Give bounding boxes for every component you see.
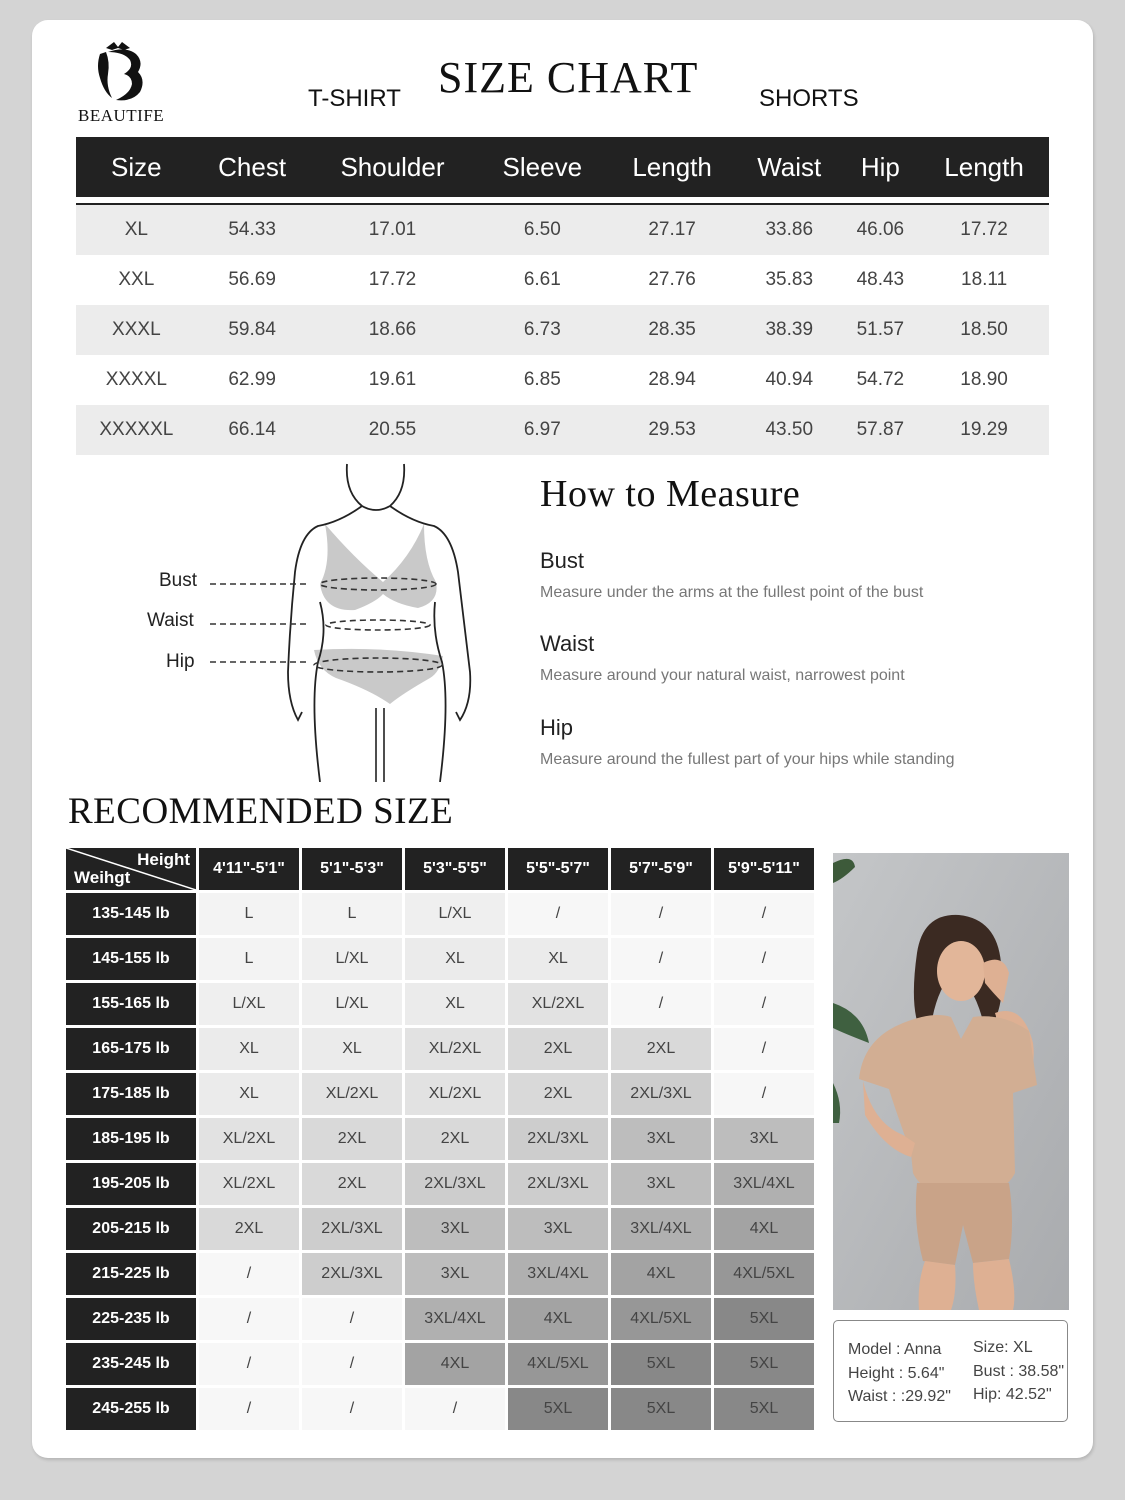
column-header-tshirt-length: Length: [632, 151, 712, 182]
measurement-cell: 54.72: [856, 369, 905, 390]
column-header-waist: Waist: [757, 151, 822, 182]
recommended-size-cell: 3XL: [405, 1208, 505, 1250]
table-row: [66, 1343, 814, 1385]
recommended-size-cell: /: [199, 1343, 299, 1385]
recommended-size-cell: /: [199, 1298, 299, 1340]
measurement-cell: 17.72: [368, 269, 417, 290]
header-divider: [76, 197, 1049, 204]
measurement-cell: 18.66: [308, 305, 478, 355]
size-chart-table: [76, 137, 1049, 455]
corner-height-label: Height: [137, 850, 190, 869]
recommended-size-cell: /: [199, 1388, 299, 1430]
measurement-cell: 18.11: [961, 269, 1008, 290]
height-column-header: 5'7"-5'9": [611, 848, 711, 890]
recommended-size-cell: 4XL: [405, 1343, 505, 1385]
recommended-size-cell: 5XL: [611, 1343, 711, 1385]
measurement-cell: 56.69: [228, 269, 276, 290]
recommended-size-cell: XL/2XL: [199, 1118, 299, 1160]
recommended-size-cell: 5XL: [714, 1298, 814, 1340]
measure-item-waist: [540, 631, 905, 685]
recommended-size-title: RECOMMENDED SIZE: [68, 791, 454, 832]
measurement-cell: 46.06: [842, 204, 920, 255]
recommended-size-cell: /: [611, 938, 711, 980]
recommended-size-cell: /: [508, 893, 608, 935]
model-waist: Waist : :29.92": [848, 1388, 951, 1405]
corner-weight-label: Weihgt: [74, 868, 131, 887]
height-column-header: 4'11"-5'1": [199, 848, 299, 890]
recommended-size-cell: L/XL: [199, 983, 299, 1025]
weight-row-header: 215-225 lb: [66, 1253, 196, 1295]
section-label-shorts: SHORTS: [759, 85, 859, 112]
table-row: [66, 1388, 814, 1430]
recommended-size-cell: L: [199, 938, 299, 980]
model-info-box: [833, 1320, 1068, 1422]
model-name: Model : Anna: [848, 1341, 942, 1358]
table-row: [66, 1118, 814, 1160]
measurement-cell: 51.57: [842, 305, 920, 355]
measurement-cell: 6.50: [477, 204, 607, 255]
column-header-shorts-length: Length: [944, 151, 1024, 182]
recommended-size-cell: /: [714, 1028, 814, 1070]
recommended-size-cell: XL/2XL: [405, 1073, 505, 1115]
recommended-size-cell: 3XL: [405, 1253, 505, 1295]
measurement-cell: 28.35: [607, 305, 737, 355]
recommended-size-cell: 2XL: [302, 1163, 402, 1205]
weight-row-header: 235-245 lb: [66, 1343, 196, 1385]
measure-item-hip: [540, 715, 954, 769]
height-column-header: 5'5"-5'7": [508, 848, 608, 890]
recommended-size-cell: /: [714, 893, 814, 935]
size-label-cell: XL: [76, 204, 197, 255]
section-label-tshirt: T-SHIRT: [308, 85, 401, 112]
figure-label-waist: Waist: [147, 610, 194, 631]
measurement-cell: 66.14: [197, 405, 308, 455]
measurement-cell: 35.83: [765, 269, 814, 290]
page-title: SIZE CHART: [438, 53, 699, 102]
recommended-size-cell: 3XL/4XL: [405, 1298, 505, 1340]
table-row: [66, 1073, 814, 1115]
recommended-size-cell: XL: [199, 1073, 299, 1115]
weight-row-header: 185-195 lb: [66, 1118, 196, 1160]
measurement-cell: 17.01: [308, 204, 478, 255]
brand-logo: [78, 38, 165, 126]
measurement-cell: 19.61: [368, 369, 417, 390]
recommended-size-cell: 5XL: [611, 1388, 711, 1430]
recommended-size-grid: [63, 845, 817, 1433]
recommended-size-cell: 4XL/5XL: [508, 1343, 608, 1385]
recommended-size-cell: L/XL: [302, 983, 402, 1025]
recommended-size-cell: XL/2XL: [405, 1028, 505, 1070]
column-header-size: Size: [111, 151, 162, 182]
model-photo-image: [833, 853, 1069, 1310]
recommended-size-cell: L: [199, 893, 299, 935]
recommended-size-cell: 2XL/3XL: [302, 1253, 402, 1295]
recommended-size-cell: XL: [405, 938, 505, 980]
weight-row-header: 245-255 lb: [66, 1388, 196, 1430]
measurement-cell: 18.90: [960, 369, 1008, 390]
measurement-cell: 48.43: [856, 269, 905, 290]
recommended-size-cell: /: [714, 1073, 814, 1115]
recommended-size-cell: /: [714, 983, 814, 1025]
recommended-size-cell: 4XL/5XL: [714, 1253, 814, 1295]
recommended-size-cell: 5XL: [714, 1343, 814, 1385]
table-row: [66, 1028, 814, 1070]
recommended-size-cell: XL: [508, 938, 608, 980]
measurement-cell: 6.73: [477, 305, 607, 355]
recommended-grid-header: [66, 848, 814, 890]
size-label-cell: XXXXXL: [76, 405, 197, 455]
size-label-cell: XXXXL: [105, 369, 167, 390]
table-row: [66, 1163, 814, 1205]
model-photo: [833, 853, 1069, 1310]
recommended-size-cell: /: [611, 893, 711, 935]
recommended-size-cell: 2XL: [508, 1028, 608, 1070]
recommended-size-cell: 4XL: [714, 1208, 814, 1250]
recommended-size-cell: XL: [199, 1028, 299, 1070]
figure-label-hip: Hip: [166, 651, 195, 672]
height-column-header: 5'1"-5'3": [302, 848, 402, 890]
recommended-size-cell: 2XL: [199, 1208, 299, 1250]
grid-corner-cell: [66, 848, 196, 890]
measure-item-desc: Measure around your natural waist, narrowest point: [540, 667, 905, 684]
table-row: [76, 355, 1049, 405]
column-header-shoulder: Shoulder: [340, 151, 445, 182]
measurement-cell: 18.50: [919, 305, 1049, 355]
column-header-sleeve: Sleeve: [502, 151, 583, 182]
recommended-size-cell: 3XL: [611, 1118, 711, 1160]
recommended-size-cell: /: [714, 938, 814, 980]
recommended-size-cell: L/XL: [405, 893, 505, 935]
recommended-size-cell: XL/2XL: [302, 1073, 402, 1115]
measurement-cell: 19.29: [919, 405, 1049, 455]
model-size: Size: XL: [973, 1339, 1033, 1356]
height-column-header: 5'9"-5'11": [714, 848, 814, 890]
figure-label-bust: Bust: [159, 570, 198, 591]
measurement-cell: 38.39: [737, 305, 842, 355]
recommended-size-cell: 2XL: [405, 1118, 505, 1160]
table-row: [66, 1253, 814, 1295]
measurement-cell: 59.84: [197, 305, 308, 355]
size-label-cell: XXL: [118, 269, 155, 290]
model-bust: Bust : 38.58": [973, 1363, 1065, 1380]
size-label-cell: XXXL: [76, 305, 197, 355]
measurement-cell: 27.17: [607, 204, 737, 255]
weight-row-header: 225-235 lb: [66, 1298, 196, 1340]
recommended-size-cell: 3XL/4XL: [508, 1253, 608, 1295]
recommended-size-cell: /: [302, 1298, 402, 1340]
recommended-size-cell: /: [611, 983, 711, 1025]
recommended-size-cell: 4XL: [508, 1298, 608, 1340]
recommended-size-cell: 2XL/3XL: [508, 1163, 608, 1205]
column-header-hip: Hip: [860, 151, 900, 182]
measurement-cell: 28.94: [648, 369, 696, 390]
recommended-size-cell: 4XL/5XL: [611, 1298, 711, 1340]
recommended-size-cell: 2XL/3XL: [611, 1073, 711, 1115]
recommended-size-cell: /: [302, 1388, 402, 1430]
column-header-chest: Chest: [218, 151, 287, 182]
table-row: [76, 405, 1049, 455]
table-row: [76, 204, 1049, 255]
measure-item-bust: [540, 548, 923, 602]
recommended-size-cell: 2XL: [508, 1073, 608, 1115]
model-height: Height : 5.64": [848, 1365, 945, 1382]
table-row: [76, 305, 1049, 355]
recommended-size-cell: 2XL/3XL: [405, 1163, 505, 1205]
measurement-cell: 6.61: [523, 269, 561, 290]
measure-item-name: Bust: [540, 548, 585, 573]
recommended-size-cell: XL: [302, 1028, 402, 1070]
measurement-cell: 40.94: [765, 369, 814, 390]
recommended-size-cell: 3XL: [714, 1118, 814, 1160]
recommended-size-cell: L/XL: [302, 938, 402, 980]
measurement-cell: 20.55: [308, 405, 478, 455]
measurement-cell: 54.33: [197, 204, 308, 255]
measurement-cell: 17.72: [919, 204, 1049, 255]
recommended-size-cell: 2XL: [302, 1118, 402, 1160]
measurement-cell: 33.86: [737, 204, 842, 255]
recommended-size-cell: 5XL: [508, 1388, 608, 1430]
measurement-cell: 57.87: [842, 405, 920, 455]
measure-item-name: Hip: [540, 715, 574, 740]
recommended-size-cell: XL/2XL: [508, 983, 608, 1025]
measurement-cell: 27.76: [648, 269, 696, 290]
recommended-size-cell: 3XL: [508, 1208, 608, 1250]
recommended-size-cell: /: [405, 1388, 505, 1430]
bow-b-monogram-icon: [86, 38, 150, 104]
recommended-size-cell: 3XL/4XL: [714, 1163, 814, 1205]
recommended-size-cell: 2XL: [611, 1028, 711, 1070]
weight-row-header: 155-165 lb: [66, 983, 196, 1025]
brand-name: BEAUTIFE: [78, 106, 165, 125]
recommended-size-cell: XL: [405, 983, 505, 1025]
height-column-header: 5'3"-5'5": [405, 848, 505, 890]
recommended-size-cell: L: [302, 893, 402, 935]
weight-row-header: 165-175 lb: [66, 1028, 196, 1070]
recommended-size-cell: 3XL: [611, 1163, 711, 1205]
body-measurement-figure: [140, 462, 490, 782]
table-row: [66, 938, 814, 980]
recommended-size-cell: 4XL: [611, 1253, 711, 1295]
recommended-size-cell: XL/2XL: [199, 1163, 299, 1205]
recommended-size-cell: /: [199, 1253, 299, 1295]
measure-item-name: Waist: [540, 631, 595, 656]
recommended-size-cell: 2XL/3XL: [302, 1208, 402, 1250]
size-table-header: [76, 137, 1049, 197]
model-hip: Hip: 42.52": [973, 1386, 1052, 1403]
table-row: [66, 1298, 814, 1340]
weight-row-header: 145-155 lb: [66, 938, 196, 980]
recommended-size-cell: 5XL: [714, 1388, 814, 1430]
table-row: [66, 893, 814, 935]
weight-row-header: 175-185 lb: [66, 1073, 196, 1115]
recommended-size-cell: 2XL/3XL: [508, 1118, 608, 1160]
measurement-cell: 62.99: [228, 369, 276, 390]
measure-item-desc: Measure under the arms at the fullest point of the bust: [540, 584, 924, 601]
recommended-size-cell: 3XL/4XL: [611, 1208, 711, 1250]
weight-row-header: 135-145 lb: [66, 893, 196, 935]
recommended-size-cell: /: [302, 1343, 402, 1385]
how-to-measure-title: How to Measure: [540, 473, 801, 515]
table-row: [66, 983, 814, 1025]
measurement-cell: 6.85: [523, 369, 561, 390]
weight-row-header: 195-205 lb: [66, 1163, 196, 1205]
weight-row-header: 205-215 lb: [66, 1208, 196, 1250]
table-row: [66, 1208, 814, 1250]
table-row: [76, 255, 1049, 305]
measure-item-desc: Measure around the fullest part of your hips while standing: [540, 751, 955, 768]
measurement-cell: 6.97: [477, 405, 607, 455]
measurement-cell: 29.53: [607, 405, 737, 455]
measurement-cell: 43.50: [737, 405, 842, 455]
